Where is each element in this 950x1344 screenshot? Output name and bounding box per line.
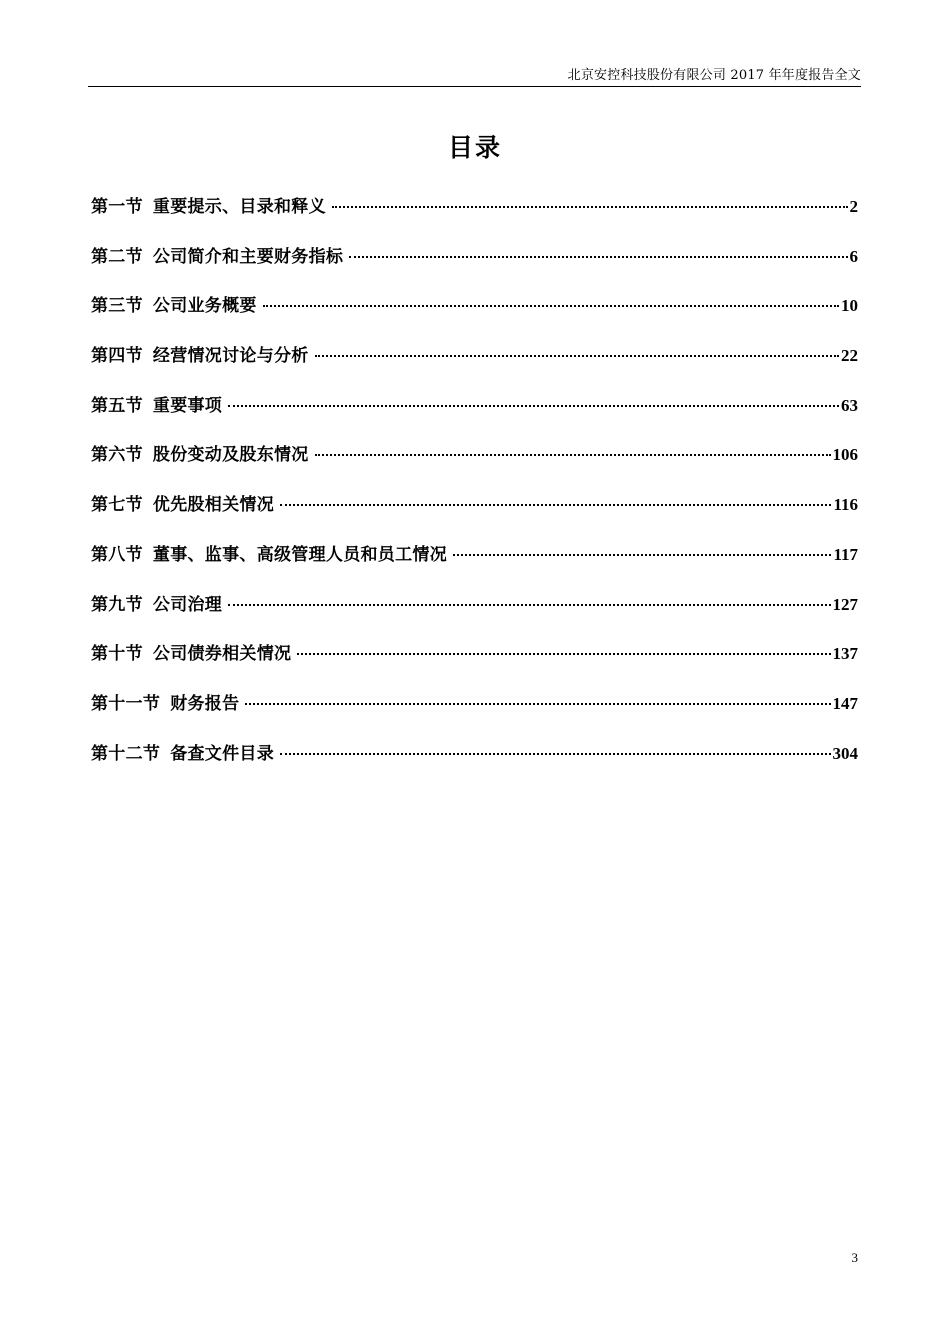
toc-section-label: 第七节 (91, 495, 143, 516)
toc-title: 公司简介和主要财务指标 (152, 246, 344, 267)
toc-page-number: 117 (833, 544, 858, 564)
toc-title: 备查文件目录 (170, 743, 275, 764)
header-text: 北京安控科技股份有限公司 2017 年年度报告全文 (567, 68, 861, 83)
toc-leader-dots (297, 651, 830, 655)
toc-entry[interactable] (91, 391, 858, 441)
toc-entry[interactable] (91, 192, 858, 242)
toc-leader-dots (228, 602, 830, 606)
toc-section-label: 第三节 (91, 296, 143, 317)
toc-entry[interactable] (91, 490, 858, 540)
toc-leader-dots (453, 552, 831, 556)
toc-page-number: 2 (849, 197, 858, 216)
toc-page-number: 106 (832, 445, 858, 465)
toc-page-number: 6 (849, 246, 858, 266)
toc-leader-dots (228, 403, 839, 407)
toc-section-label: 第一节 (91, 197, 143, 217)
toc-leader-dots (315, 353, 839, 357)
toc-entry[interactable] (91, 689, 858, 739)
toc-title: 公司治理 (152, 594, 223, 615)
toc-leader-dots (315, 452, 831, 456)
toc-entry[interactable] (91, 440, 858, 490)
toc-entry[interactable] (91, 540, 858, 590)
toc-leader-dots (349, 254, 847, 258)
toc-page-number: 116 (833, 495, 858, 515)
toc-section-label: 第八节 (91, 544, 143, 565)
page-number: 3 (851, 1250, 858, 1265)
toc-section-label: 第四节 (91, 346, 143, 367)
toc-entry[interactable] (91, 242, 858, 292)
toc-leader-dots (332, 204, 848, 208)
toc-section-label: 第十节 (91, 644, 143, 665)
toc-section-label: 第十二节 (91, 743, 161, 764)
toc-page-number: 63 (841, 395, 858, 415)
toc-title: 重要事项 (152, 395, 223, 416)
toc-leader-dots (245, 701, 830, 705)
toc-page-number: 304 (832, 743, 858, 763)
toc-entry[interactable] (91, 639, 858, 689)
toc-entry[interactable] (91, 341, 858, 391)
toc-title: 财务报告 (170, 693, 240, 714)
toc-entry[interactable] (91, 291, 858, 341)
toc-title: 公司业务概要 (152, 296, 257, 317)
toc-section-label: 第十一节 (91, 693, 161, 714)
toc-page-number: 10 (841, 296, 858, 316)
toc-page-number: 137 (832, 644, 858, 664)
toc-page-number: 22 (841, 346, 858, 366)
page-header (88, 62, 861, 87)
toc-entry[interactable] (91, 739, 858, 789)
toc-page-number: 127 (832, 594, 858, 614)
toc-page-number: 147 (832, 693, 858, 713)
toc-section-label: 第九节 (91, 594, 143, 615)
toc-title: 董事、监事、高级管理人员和员工情况 (152, 544, 448, 565)
toc-leader-dots (280, 751, 830, 755)
toc-entry[interactable] (91, 590, 858, 640)
toc-title: 重要提示、目录和释义 (152, 197, 326, 217)
toc-leader-dots (280, 502, 831, 506)
table-of-contents (91, 192, 858, 788)
toc-title: 公司债券相关情况 (152, 644, 292, 665)
toc-section-label: 第六节 (91, 445, 143, 466)
toc-leader-dots (263, 303, 839, 307)
toc-title: 股份变动及股东情况 (152, 445, 309, 466)
toc-title: 经营情况讨论与分析 (152, 346, 309, 367)
toc-section-label: 第五节 (91, 395, 143, 416)
toc-title: 优先股相关情况 (152, 495, 275, 516)
page-title: 目录 (447, 133, 502, 162)
toc-section-label: 第二节 (91, 246, 143, 267)
